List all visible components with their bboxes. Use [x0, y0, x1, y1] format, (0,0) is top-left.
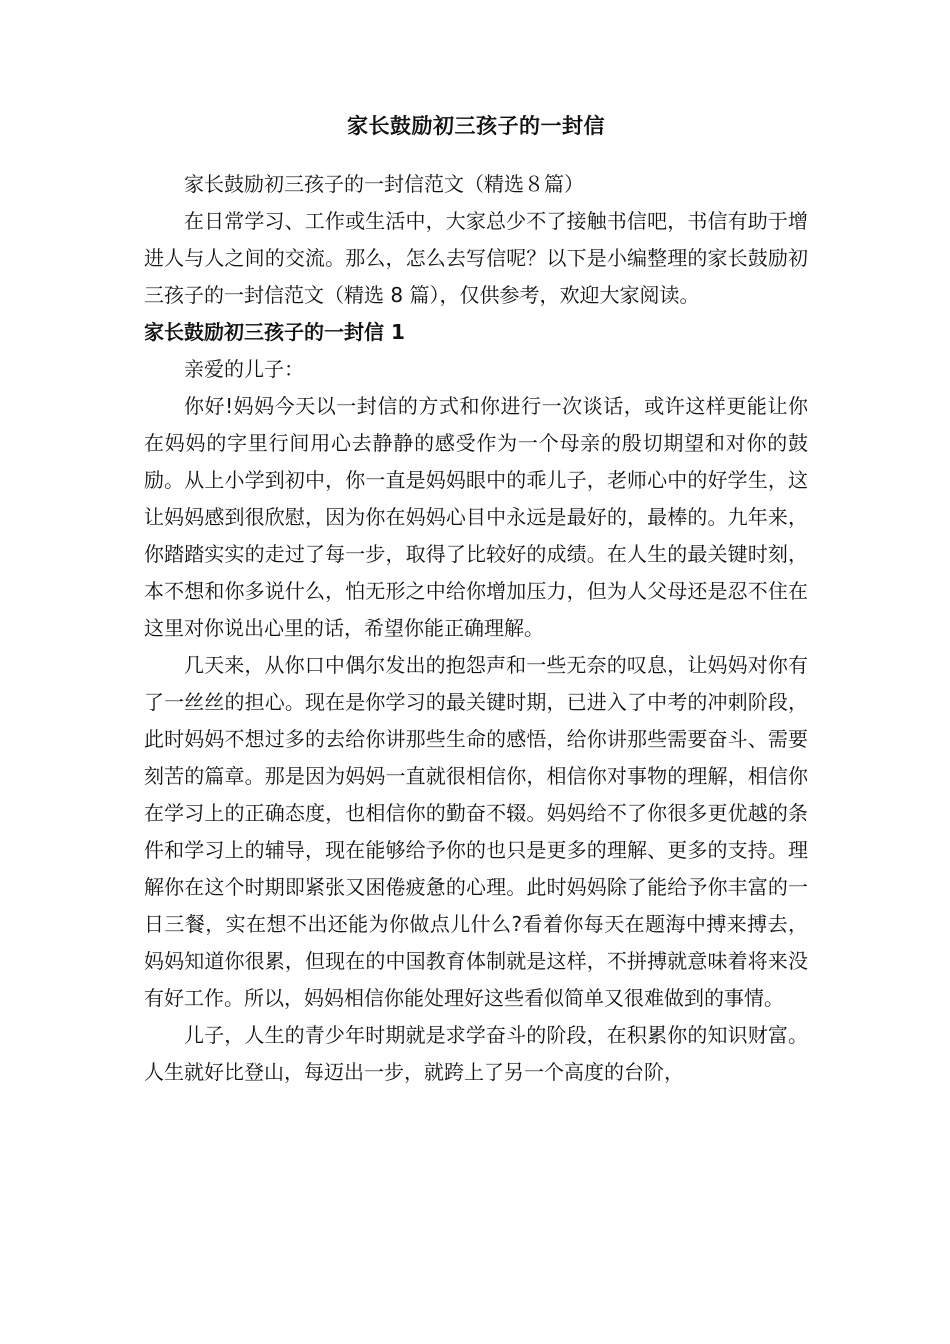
document-page: [144, 108, 808, 1091]
body-paragraph-2: 几天来，从你口中偶尔发出的抱怨声和一些无奈的叹息，让妈妈对你有了一丝丝的担心。现在是你学习的最关键时期，已进入了中考的冲刺阶段，此时妈妈不想过多的去给你讲那些生命的感悟，给你讲那些需要奋斗、需要刻苦的篇章。那是因为妈妈一直就很相信你，相信你对事物的理解，相信你在学习上的正确态度，也相信你的勤奋不辍。妈妈给不了你很多更优越的条件和学习上的辅导，现在能够给予你的也只是更多的理解、更多的支持。理解你在这个时期即紧张又困倦疲惫的心理。此时妈妈除了能给予你丰富的一日三餐，实在想不出还能为你做点儿什么?看着你每天在题海中搏来搏去，妈妈知道你很累，但现在的中国教育体制就是这样，不拼搏就意味着将来没有好工作。所以，妈妈相信你能处理好这些看似简单又很难做到的事情。: [144, 653, 808, 1010]
body-paragraph-1: 你好!妈妈今天以一封信的方式和你进行一次谈话，或许这样更能让你在妈妈的字里行间用心去静静的感受作为一个母亲的殷切期望和对你的鼓励。从上小学到初中，你一直是妈妈眼中的乖儿子，老师心中的好学生，这让妈妈感到很欣慰，因为你在妈妈心目中永远是最好的，最棒的。九年来，你踏踏实实的走过了每一步，取得了比较好的成绩。在人生的最关键时刻，本不想和你多说什么，怕无形之中给你增加压力，但为人父母还是忍不住在这里对你说出心里的话，希望你能正确理解。: [144, 394, 808, 640]
body-paragraph-3: 儿子，人生的青少年时期就是求学奋斗的阶段，在积累你的知识财富。人生就好比登山，每迈出一步，就跨上了另一个高度的台阶，: [144, 1023, 808, 1084]
salutation: 亲爱的儿子：: [184, 357, 304, 381]
document-title: 家长鼓励初三孩子的一封信: [347, 114, 605, 138]
section-heading: 家长鼓励初三孩子的一封信 1: [144, 320, 405, 344]
document-subtitle: 家长鼓励初三孩子的一封信范文（精选８篇）: [184, 172, 584, 196]
intro-paragraph: 在日常学习、工作或生活中，大家总少不了接触书信吧，书信有助于增进人与人之间的交流。那么，怎么去写信呢？以下是小编整理的家长鼓励初三孩子的一封信范文（精选 8 篇），仅供参考，欢迎大家阅读。: [144, 209, 808, 307]
